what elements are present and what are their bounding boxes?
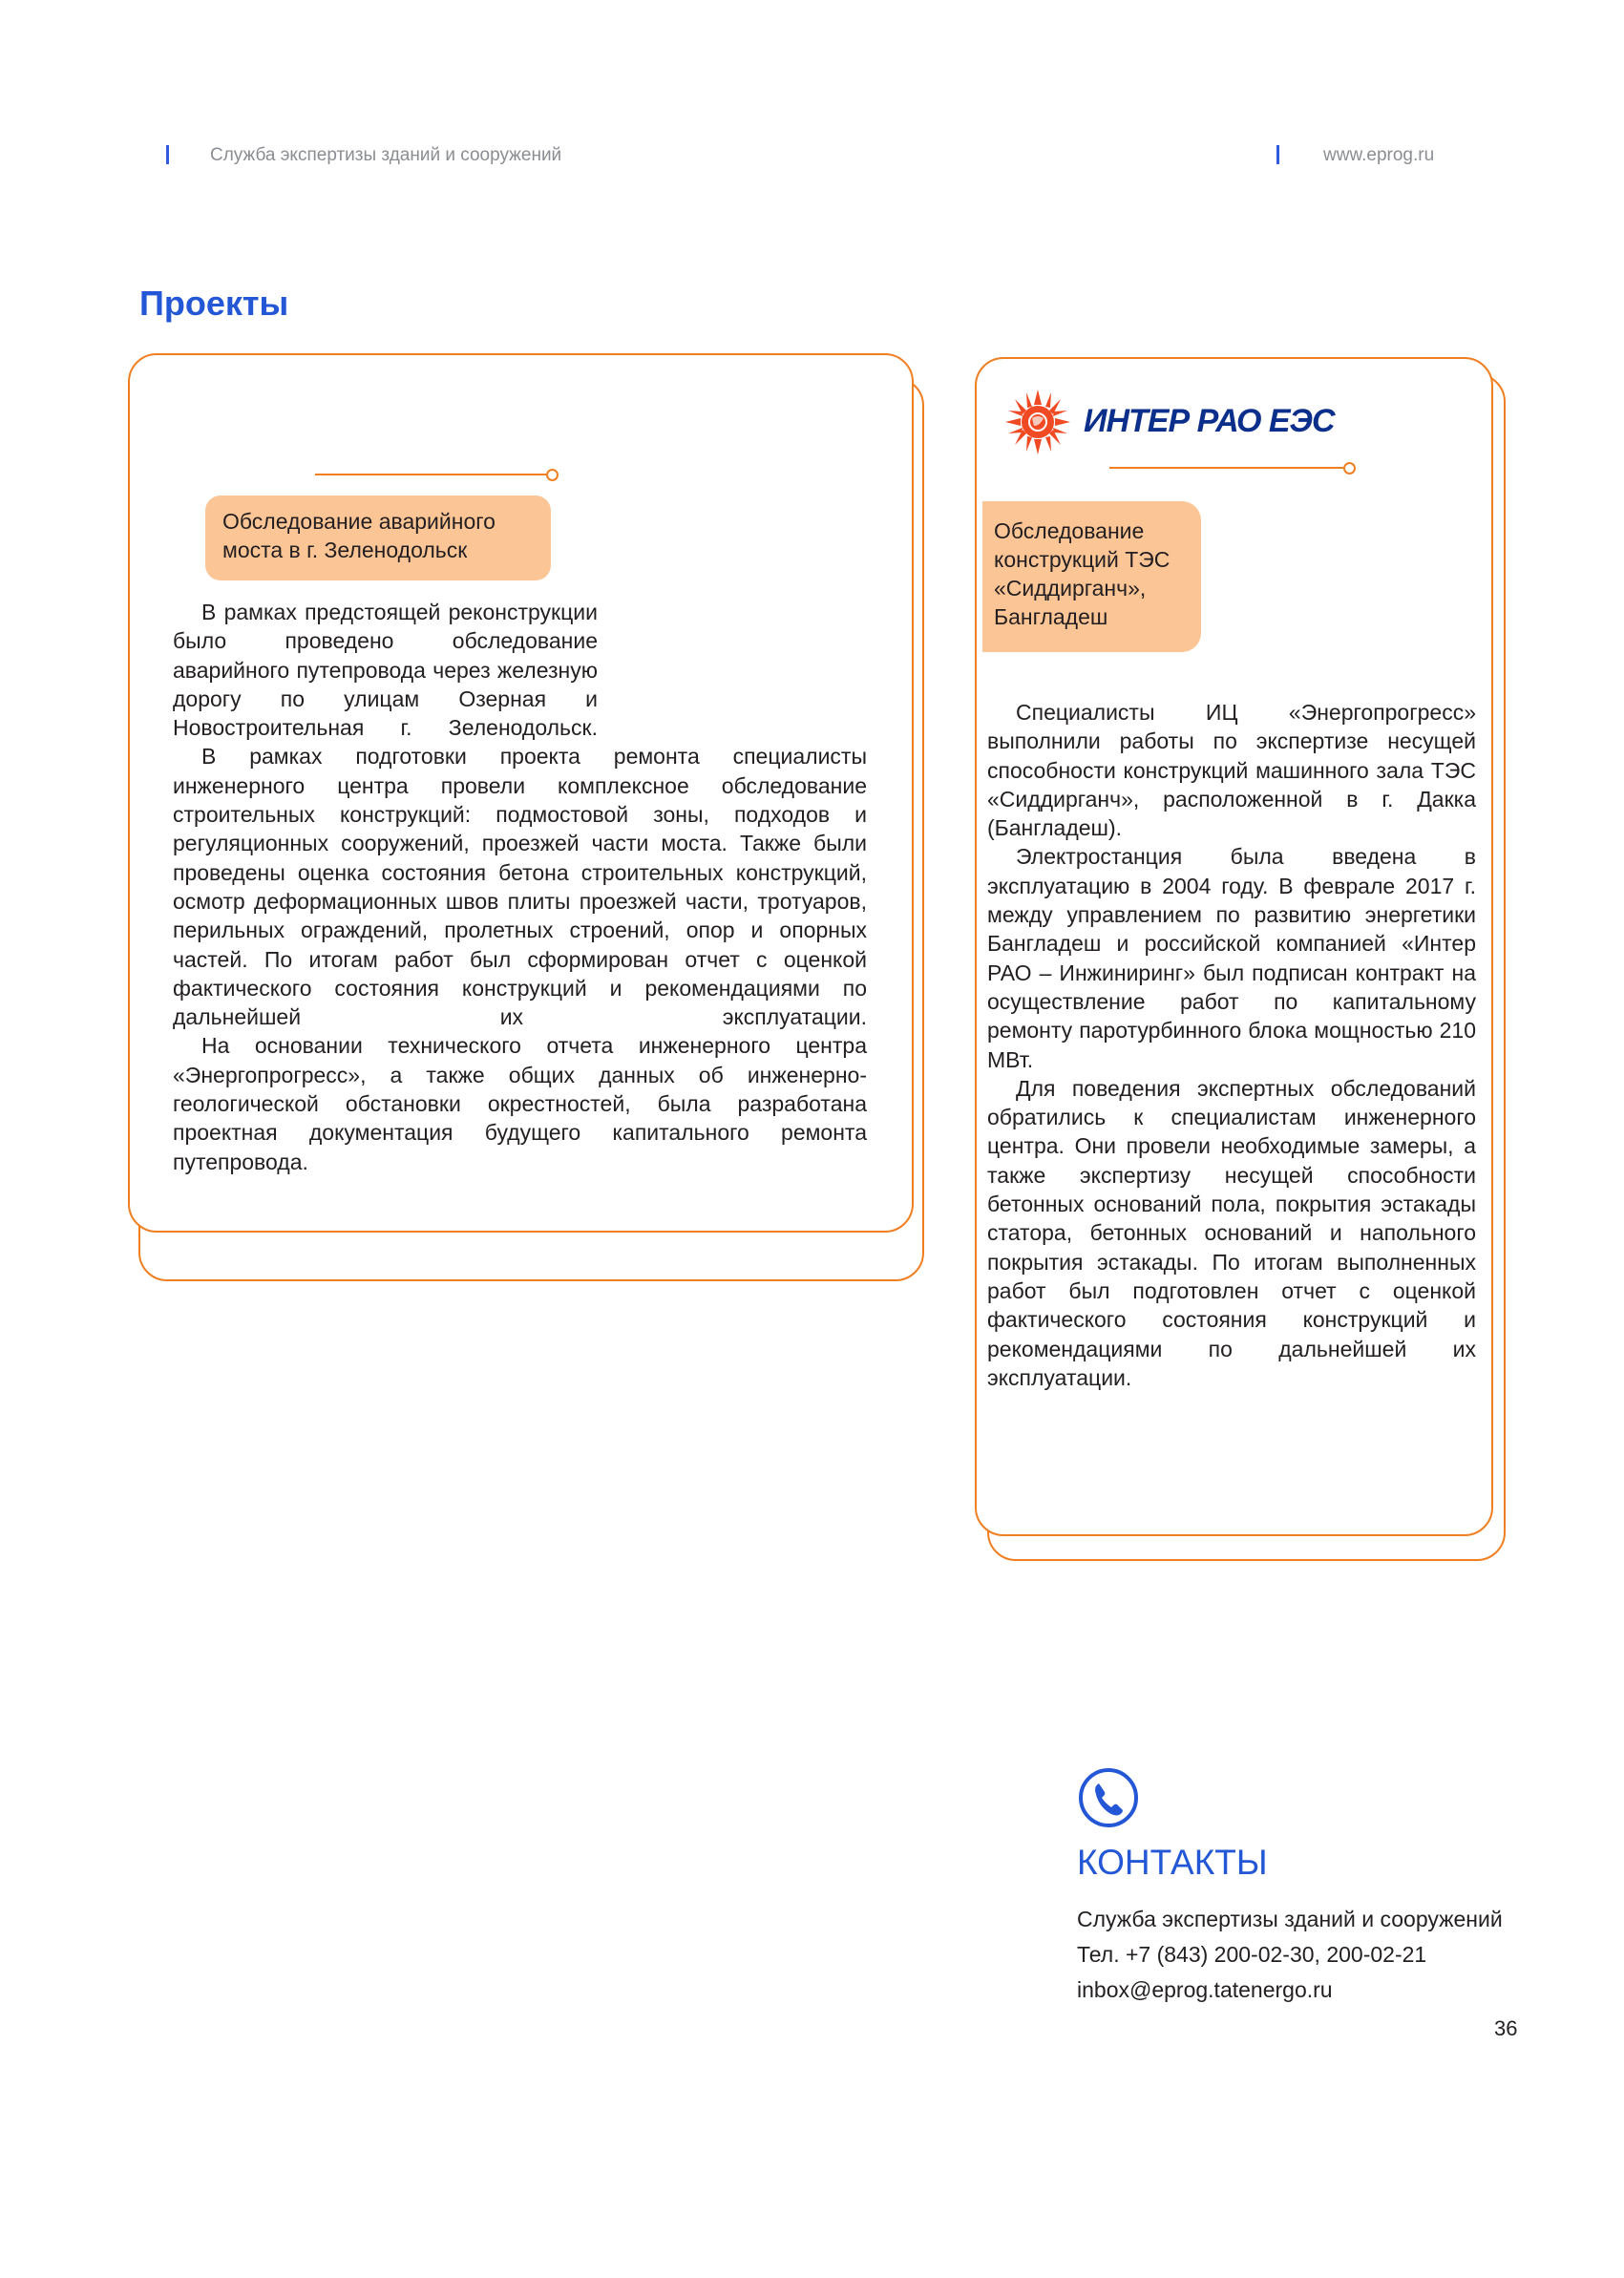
contacts-phone[interactable]: Тел. +7 (843) 200-02-30, 200-02-21 xyxy=(1077,1942,1427,1967)
project2-deco-dot xyxy=(1343,462,1356,475)
project1-deco-line xyxy=(315,474,546,475)
project2-title-line: Бангладеш xyxy=(994,604,1108,629)
header-service-name: Служба экспертизы зданий и сооружений xyxy=(210,145,562,165)
page-number: 36 xyxy=(1494,2016,1518,2040)
project2-paragraph: Электростанция была введена в эксплуатацию в 2004 году. В феврале 2017 г. между управлением по развитию энергетики Бангладеш и российской компанией «Интер РАО – Инжиниринг» был подписан контракт на осуществление работ по капитальному ремонту паротурбинного блока мощностью 210 МВт. xyxy=(987,844,1476,1072)
project1-title-tag xyxy=(205,496,551,580)
inter-rao-logo xyxy=(998,384,1351,460)
project1-paragraph: В рамках подготовки проекта ремонта специалисты инженерного центра провели комплексное обследование строительных конструкций: подмостовой зоны, подходов и регуляционных сооружений, проезжей части моста. Также были проведены оценка состояния бетона строительных конструкций, осмотр деформационных швов плиты проезжей части, тротуаров, перильных ограждений, пролетных строений, опор и опорных частей. По итогам работ был сформирован отчет с оценкой фактического состояния конструкций и рекомендациями по дальнейшей их эксплуатации. xyxy=(173,744,867,1030)
header-left-bar xyxy=(166,145,169,164)
project2-title-tag xyxy=(982,501,1201,652)
contacts-service: Служба экспертизы зданий и сооружений xyxy=(1077,1907,1503,1931)
section-title: Проекты xyxy=(139,284,289,323)
project2-title-line: Обследование xyxy=(994,518,1145,543)
project2-title-line: «Сиддирганч», xyxy=(994,576,1147,601)
project1-paragraph: В рамках предстоящей реконструкции было проведено обследование аварийного путепровода через железную дорогу по улицам Озерная и Новостроительная г. Зеленодольск. xyxy=(173,600,598,741)
project1-deco-dot xyxy=(546,469,559,481)
project1-body xyxy=(173,598,867,1176)
project2-deco-line xyxy=(1109,467,1343,469)
project2-paragraph: Специалисты ИЦ «Энергопрогресс» выполнили работы по экспертизе несущей способности конструкций машинного зала ТЭС «Сиддирганч», расположенной в г. Дакка (Бангладеш). xyxy=(987,700,1476,841)
project2-paragraph: Для поведения экспертных обследований обратились к специалистам инженерного центра. Они провели необходимые замеры, а также экспертизу несущей способности бетонных оснований пола, покрытия эстакады статора, бетонных оснований и напольного покрытия эстакады. По итогам выполненных работ был подготовлен отчет с оценкой фактического состояния конструкций и рекомендациями по дальнейшей их эксплуатации. xyxy=(987,1075,1476,1390)
header-website[interactable]: www.eprog.ru xyxy=(1323,145,1435,165)
sun-emblem-icon xyxy=(998,384,1084,460)
contacts-title: КОНТАКТЫ xyxy=(1077,1843,1268,1882)
project1-paragraph: На основании технического отчета инженерного центра «Энергопрогресс», а также общих данных об инженерно-геологической обстановки окрестностей, была разработана проектная документация будущего капитального ремонта путепровода. xyxy=(173,1033,867,1174)
project2-title-line: конструкций ТЭС xyxy=(994,547,1171,572)
project1-title-line: моста в г. Зеленодольск xyxy=(222,538,468,562)
logo-wordmark: ИНТЕР РАО ЕЭС xyxy=(1084,403,1335,439)
project2-body xyxy=(987,698,1476,1392)
project1-title-line: Обследование аварийного xyxy=(222,509,496,534)
contacts-email[interactable]: inbox@eprog.tatenergo.ru xyxy=(1077,1977,1333,2002)
phone-icon xyxy=(1077,1766,1140,1829)
header-right-bar xyxy=(1276,145,1279,164)
